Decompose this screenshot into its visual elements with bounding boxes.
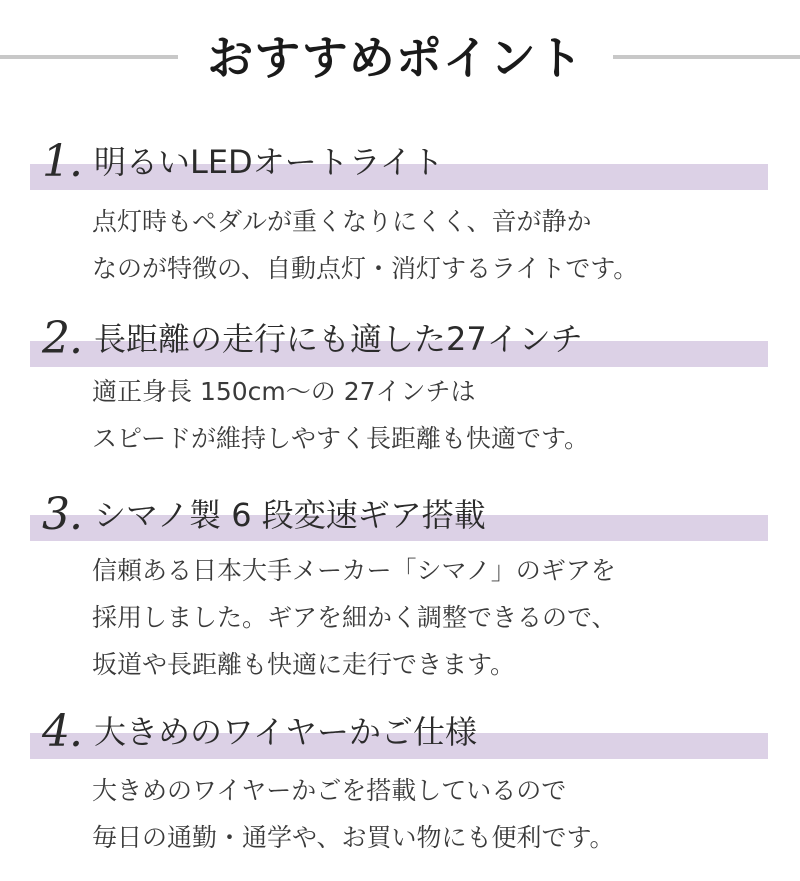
description-line: 点灯時もペダルが重くなりにくく、音が静か — [92, 207, 592, 236]
point-number: 2. — [42, 313, 82, 364]
point-description — [92, 767, 615, 861]
description-line: 毎日の通勤・通学や、お買い物にも便利です。 — [92, 823, 615, 852]
point-1 — [0, 134, 800, 294]
point-description — [92, 368, 589, 462]
point-description — [92, 547, 617, 688]
point-heading: 大きめのワイヤーかご仕様 — [94, 713, 478, 751]
header-rule-right — [613, 55, 800, 59]
description-line: 採用しました。ギアを細かく調整できるので、 — [92, 603, 617, 632]
point-heading: 明るいLEDオートライト — [94, 143, 444, 181]
point-number: 3. — [42, 489, 82, 540]
point-2 — [0, 311, 800, 471]
description-line: スピードが維持しやすく長距離も快適です。 — [92, 424, 590, 453]
description-line: 坂道や長距離も快適に走行できます。 — [92, 650, 516, 679]
description-line: 大きめのワイヤーかごを搭載しているので — [92, 776, 567, 805]
point-number: 4. — [42, 706, 82, 757]
point-3 — [0, 487, 800, 687]
point-number: 1. — [42, 136, 82, 187]
point-4 — [0, 704, 800, 874]
description-line: 信頼ある日本大手メーカー「シマノ」のギアを — [92, 556, 616, 585]
section-header — [0, 0, 800, 120]
page-title: おすすめポイント — [207, 31, 584, 85]
point-heading: 長距離の走行にも適した27インチ — [94, 320, 583, 358]
description-line: なのが特徴の、自動点灯・消灯するライトです。 — [92, 254, 639, 283]
header-rule-left — [0, 55, 178, 59]
point-description — [92, 198, 638, 292]
description-line: 適正身長 150cm〜の 27インチは — [92, 377, 476, 406]
point-heading: シマノ製 6 段変速ギア搭載 — [94, 496, 486, 534]
